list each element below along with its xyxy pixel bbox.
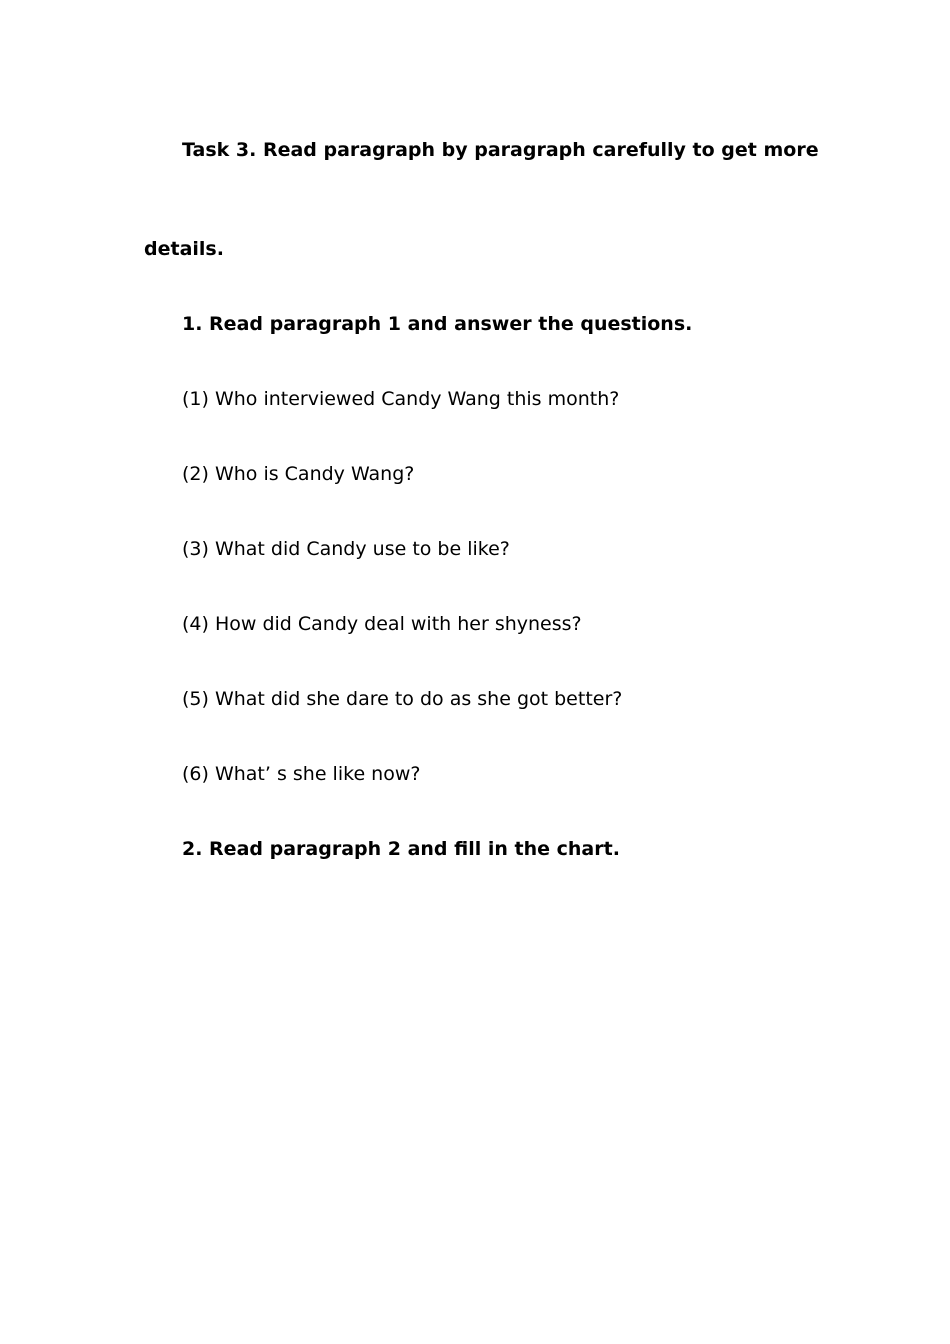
task-heading-line1: Task 3. Read paragraph by paragraph carefully to get more: [182, 139, 819, 161]
question-5: (5) What did she dare to do as she got better?: [182, 688, 623, 710]
task-heading-line2: details.: [144, 238, 224, 260]
question-6: (6) What’ s she like now?: [182, 763, 421, 785]
question-3: (3) What did Candy use to be like?: [182, 538, 510, 560]
section1-instruction: 1. Read paragraph 1 and answer the questions.: [182, 313, 693, 335]
section2-instruction: 2. Read paragraph 2 and fill in the chart.: [182, 838, 620, 860]
question-1: (1) Who interviewed Candy Wang this month?: [182, 388, 620, 410]
question-2: (2) Who is Candy Wang?: [182, 463, 415, 485]
question-4: (4) How did Candy deal with her shyness?: [182, 613, 582, 635]
